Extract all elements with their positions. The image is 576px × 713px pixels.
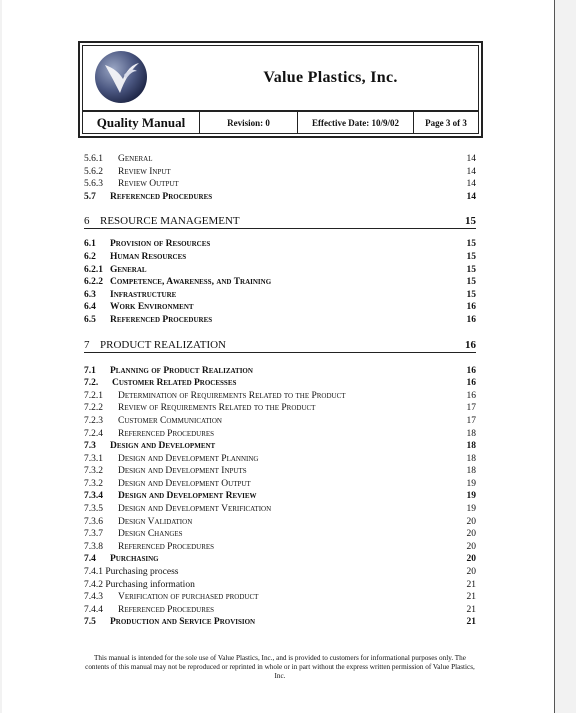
effective-date-label: Effective Date: 10/9/02 — [298, 112, 414, 133]
toc-entry-title: Competence, Awareness, and Training — [110, 277, 272, 288]
toc-entry-number: 7.2. — [84, 378, 99, 389]
toc-entry-title: General — [110, 264, 147, 275]
toc-entry[interactable] — [84, 503, 476, 516]
toc-entry-page: 19 — [466, 504, 476, 515]
company-logo-icon — [93, 49, 149, 105]
toc-entry-title: Determination of Requirements Related to the Product — [118, 390, 346, 401]
toc-entry[interactable] — [84, 289, 476, 302]
toc-entry-page: 17 — [466, 415, 476, 426]
toc-entry-title: Design and Development Output — [118, 478, 251, 489]
toc-entry[interactable] — [84, 528, 476, 541]
toc-entry-title: Design Validation — [118, 516, 193, 527]
toc-entry-title: Review Output — [118, 179, 179, 190]
toc-entry-number: 7.3.2 — [84, 466, 103, 477]
toc-entry-page: 19 — [466, 491, 476, 502]
toc-entry-title: 7.4.2 Purchasing information — [84, 579, 195, 590]
company-name: Value Plastics, Inc. — [263, 69, 398, 86]
toc-entry-number: 7.3.4 — [84, 491, 103, 502]
toc-entry-number: 7.2.1 — [84, 390, 103, 401]
header-box — [78, 41, 483, 138]
toc-entry-number: 7.3.8 — [84, 541, 103, 552]
toc-entry-page: 18 — [466, 453, 476, 464]
toc-entry-title: Referenced Procedures — [110, 191, 213, 202]
toc-entry-page: 14 — [466, 166, 476, 177]
toc-entry[interactable] — [84, 377, 476, 390]
toc-entry-title: General — [118, 154, 153, 164]
toc-entry[interactable] — [84, 591, 476, 604]
toc-entry-page: 15 — [466, 264, 476, 275]
toc-entry[interactable] — [84, 314, 476, 327]
toc-entry[interactable] — [84, 428, 476, 441]
toc-entry-page: 14 — [466, 191, 476, 202]
toc-entry[interactable] — [84, 604, 476, 617]
toc-entry-title: Referenced Procedures — [118, 541, 215, 552]
toc-entry-number: 7.5 — [84, 617, 96, 628]
toc-entry-number: 7.3.6 — [84, 516, 103, 527]
toc-entry[interactable] — [84, 365, 476, 378]
toc-entry[interactable] — [84, 390, 476, 403]
toc-entry-page: 20 — [466, 529, 476, 540]
toc-section-title: RESOURCE MANAGEMENT — [100, 215, 240, 228]
toc-entry-title: Work Environment — [110, 302, 194, 313]
toc-entry-page: 21 — [466, 579, 476, 590]
toc-entry-number: 6.4 — [84, 302, 96, 313]
toc-section-number: 7 — [84, 338, 90, 351]
toc-section-page: 16 — [465, 338, 476, 351]
toc-entry[interactable] — [84, 616, 476, 629]
toc-entry[interactable] — [84, 166, 476, 179]
toc-entry-number: 7.3.2 — [84, 478, 103, 489]
toc-entry-page: 20 — [466, 567, 476, 578]
toc-entry-title: Production and Service Provision — [110, 617, 256, 628]
toc-entry-page: 16 — [466, 314, 476, 325]
toc-entry-page: 18 — [466, 466, 476, 477]
toc-entry-title: Design and Development Review — [118, 491, 257, 502]
toc-entry-number: 7.2.3 — [84, 415, 103, 426]
toc-entry-title: Design and Development Inputs — [118, 466, 247, 477]
toc-entry-number: 5.7 — [84, 191, 96, 202]
toc-entry-page: 16 — [466, 365, 476, 376]
toc-entry-title: Design and Development Verification — [118, 504, 272, 515]
toc-entry[interactable] — [84, 191, 476, 204]
toc-entry-title: Referenced Procedures — [110, 314, 213, 325]
page-number-label: Page 3 of 3 — [425, 117, 467, 128]
toc-entry-number: 7.3.5 — [84, 504, 103, 515]
toc-entry-number: 5.6.1 — [84, 154, 103, 164]
toc-entry[interactable] — [84, 251, 476, 264]
toc-entry-title: Customer Related Processes — [112, 378, 237, 389]
toc-entry[interactable] — [84, 153, 476, 166]
toc-entry-number: 5.6.3 — [84, 179, 103, 190]
toc-entry[interactable] — [84, 490, 476, 503]
toc-entry-page: 15 — [466, 251, 476, 262]
toc-entry-page: 17 — [466, 403, 476, 414]
toc-entry-page: 16 — [466, 378, 476, 389]
toc-entry-number: 6.2.2 — [84, 277, 103, 288]
toc-entry-page: 15 — [466, 289, 476, 300]
toc-entry[interactable] — [84, 541, 476, 554]
table-of-contents — [84, 153, 476, 629]
toc-entry[interactable] — [84, 264, 476, 277]
toc-section-7[interactable] — [84, 338, 476, 353]
toc-section-title: PRODUCT REALIZATION — [100, 338, 226, 351]
footer-notice: This manual is intended for the sole use of Value Plastics, Inc., and is provided to customers for informational purposes only. The contents of this manual may not be reproduced or reprinted in whole or in part without the express written permission of Value Plastics, Inc. — [85, 654, 475, 680]
toc-entry-page: 16 — [466, 302, 476, 313]
toc-entry-page: 14 — [466, 154, 476, 164]
toc-entry-title: Design and Development Planning — [118, 453, 259, 464]
toc-entry-page: 16 — [466, 390, 476, 401]
toc-entry-number: 6.1 — [84, 239, 96, 250]
toc-entry[interactable] — [84, 516, 476, 529]
toc-entry-number: 6.3 — [84, 289, 96, 300]
revision-label: Revision: 0 — [200, 112, 298, 133]
toc-section-page: 15 — [465, 215, 476, 228]
toc-entry-page: 21 — [466, 604, 476, 615]
toc-entry-page: 18 — [466, 441, 476, 452]
toc-entry-number: 7.4.4 — [84, 604, 103, 615]
header-info-bar — [83, 110, 478, 133]
toc-entry[interactable] — [84, 453, 476, 466]
toc-entry-number: 7.2.4 — [84, 428, 103, 439]
toc-entry-title: Human Resources — [110, 251, 187, 262]
toc-entry-page: 20 — [466, 516, 476, 527]
toc-entry-title: Review Input — [118, 166, 171, 177]
toc-entry-title: Design Changes — [118, 529, 183, 540]
toc-entry-title: Purchasing — [110, 554, 159, 565]
toc-entry[interactable] — [84, 276, 476, 289]
toc-entry-title: Review of Requirements Related to the Product — [118, 403, 316, 414]
toc-entry[interactable] — [84, 415, 476, 428]
toc-entry[interactable] — [84, 579, 476, 592]
toc-entry[interactable] — [84, 301, 476, 314]
toc-entry-number: 7.3.7 — [84, 529, 103, 540]
toc-entry-title: Planning of Product Realization — [110, 365, 253, 376]
document-title: Quality Manual — [83, 112, 200, 133]
toc-entry[interactable] — [84, 478, 476, 491]
toc-entry-number: 6.5 — [84, 314, 96, 325]
toc-entry-page: 20 — [466, 554, 476, 565]
toc-entry-title: Referenced Procedures — [118, 604, 215, 615]
toc-entry-title: Customer Communication — [118, 415, 222, 426]
toc-entry-title: Referenced Procedures — [118, 428, 215, 439]
toc-entry-title: Design and Development — [110, 441, 216, 452]
toc-entry-title: Provision of Resources — [110, 239, 211, 250]
toc-entry-page: 15 — [466, 277, 476, 288]
toc-entry-page: 20 — [466, 541, 476, 552]
toc-entry-number: 7.2.2 — [84, 403, 103, 414]
toc-entry-number: 7.4.3 — [84, 592, 103, 603]
toc-entry-number: 6.2 — [84, 251, 96, 262]
toc-entry-title: Verification of purchased product — [118, 592, 259, 603]
toc-entry-page: 18 — [466, 428, 476, 439]
toc-entry-number: 7.3.1 — [84, 453, 103, 464]
toc-entry-title: Infrastructure — [110, 289, 177, 300]
document-page — [2, 0, 555, 713]
toc-entry-page: 14 — [466, 179, 476, 190]
toc-entry-number: 5.6.2 — [84, 166, 103, 177]
toc-entry-number: 6.2.1 — [84, 264, 103, 275]
toc-section-6[interactable] — [84, 214, 476, 229]
toc-entry[interactable] — [84, 238, 476, 251]
toc-entry-page: 15 — [466, 239, 476, 250]
toc-entry[interactable] — [84, 465, 476, 478]
toc-entry-number: 7.4 — [84, 554, 96, 565]
toc-group-5 — [84, 153, 476, 203]
toc-entry-page: 21 — [466, 617, 476, 628]
toc-entry-number: 7.1 — [84, 365, 96, 376]
toc-entry[interactable] — [84, 566, 476, 579]
toc-group-6 — [84, 238, 476, 326]
toc-entry-number: 7.3 — [84, 441, 96, 452]
toc-entry[interactable] — [84, 402, 476, 415]
toc-entry-page: 21 — [466, 592, 476, 603]
toc-entry[interactable] — [84, 553, 476, 566]
toc-entry[interactable] — [84, 440, 476, 453]
toc-group-7 — [84, 365, 476, 629]
toc-section-number: 6 — [84, 215, 90, 228]
toc-entry[interactable] — [84, 178, 476, 191]
toc-entry-page: 19 — [466, 478, 476, 489]
toc-entry-title: 7.4.1 Purchasing process — [84, 567, 179, 578]
